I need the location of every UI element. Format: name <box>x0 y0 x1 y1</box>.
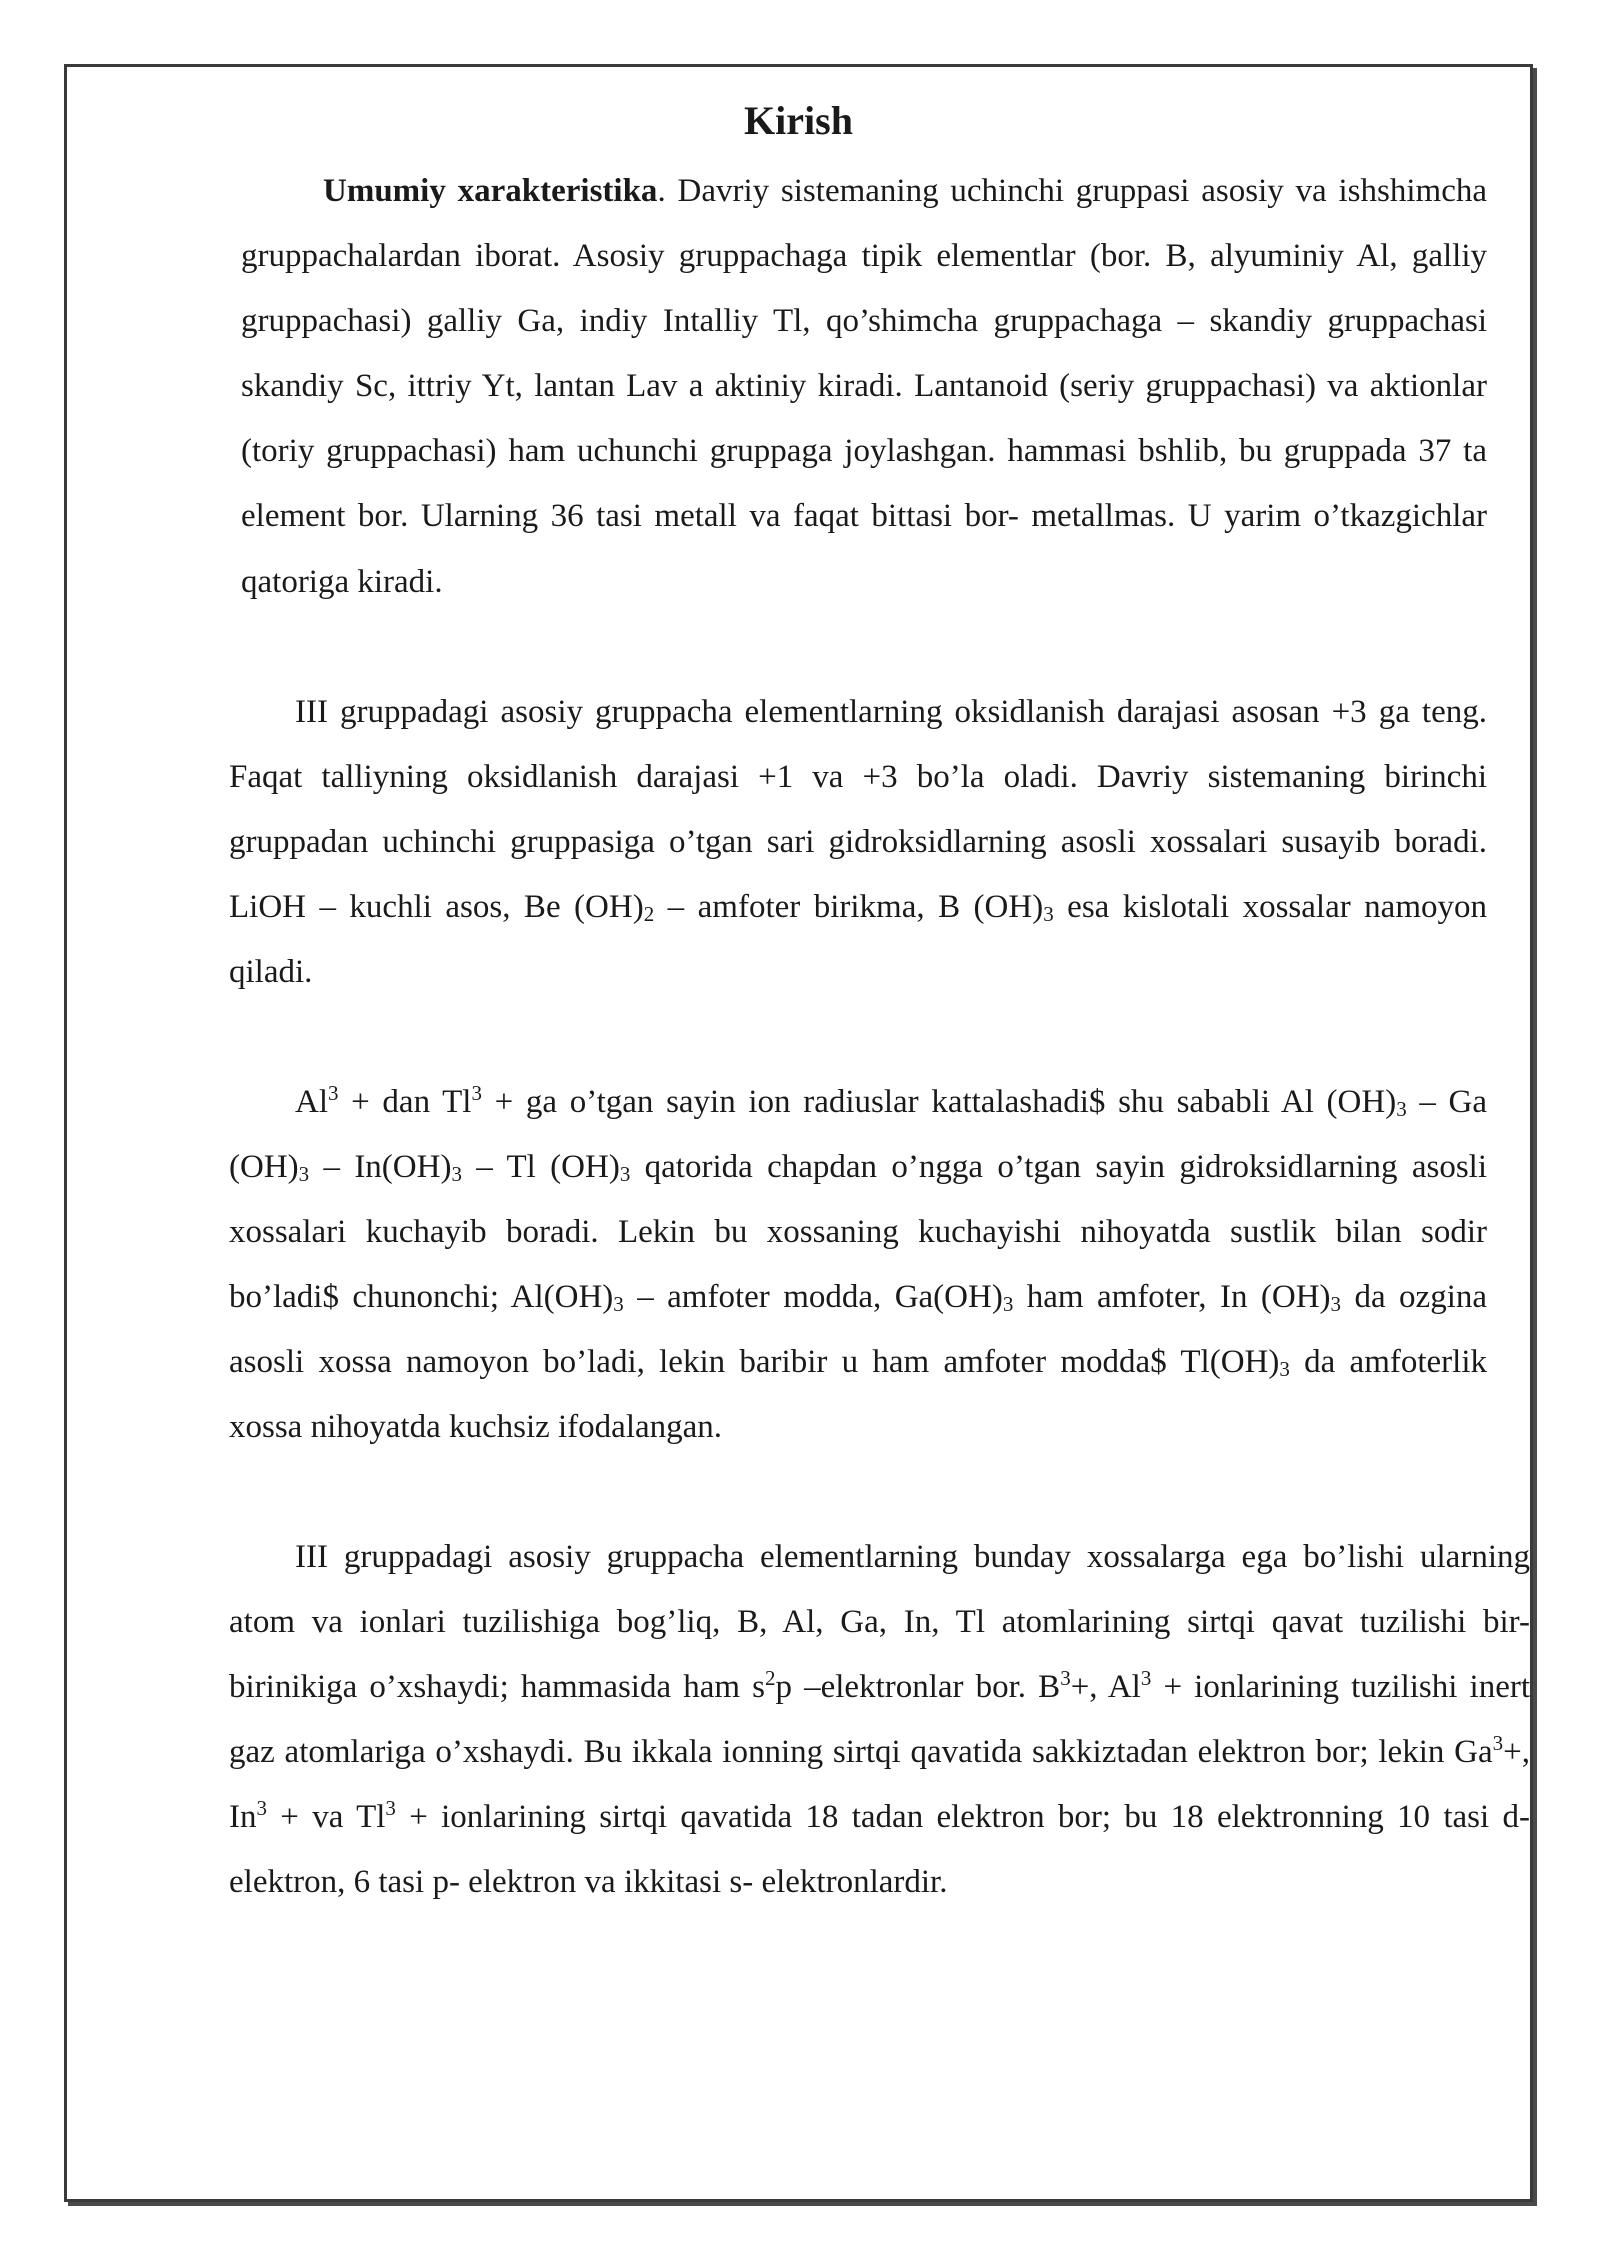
paragraph-text: + ionlarining sirtqi qavatida 18 tadan elektron bor; bu 18 elektronning 10 tasi d- elektron, 6 tasi p- elektron va ikkitasi s- elektronlardir. <box>229 1799 1530 1901</box>
subscript: 2 <box>643 902 655 927</box>
subscript: 3 <box>613 1292 624 1317</box>
paragraph-general-characteristics <box>241 159 1487 615</box>
superscript: 3 <box>256 1796 267 1821</box>
paragraph-text: +, In <box>229 1734 1530 1836</box>
subscript: 3 <box>1279 1357 1290 1382</box>
superscript: 3 <box>1140 1666 1152 1691</box>
paragraph-text: III gruppadagi asosiy gruppacha elementlarning oksidlanish darajasi asosan +3 ga teng. Faqat talliyning oksidlanish darajasi +1 va +3 bo’la oladi. Davriy sistemaning birinchi gruppadan uchinchi gruppasiga o’tgan sari gidroksidlarning asosli xossalari susayib boradi. LiOH – kuchli asos, Be (OH) <box>229 694 1487 926</box>
superscript: 3 <box>328 1081 339 1105</box>
paragraph-text: +, Al <box>1070 1669 1141 1706</box>
paragraph-text: – In(OH) <box>309 1149 452 1186</box>
superscript: 3 <box>1492 1731 1504 1756</box>
superscript: 3 <box>1060 1666 1071 1691</box>
paragraph-text: Al <box>295 1084 328 1120</box>
paragraph-text: da ozgina asosli xossa namoyon bo’ladi, lekin baribir u ham amfoter modda$ Tl(OH) <box>229 1279 1488 1381</box>
paragraph-text: ham amfoter, In (OH) <box>1013 1279 1331 1316</box>
paragraph-text: + ionlarining tuzilishi inert gaz atomlariga o’xshaydi. Bu ikkala ionning sirtqi qavatida sakkiztadan elektron bor; lekin Ga <box>229 1669 1530 1771</box>
paragraph-text: + va Tl <box>267 1799 386 1836</box>
page-frame <box>64 64 1533 2202</box>
subscript: 3 <box>451 1162 462 1187</box>
superscript: 2 <box>765 1666 776 1691</box>
paragraph-text: esa kislotali xossalar namoyon qiladi. <box>229 889 1487 991</box>
paragraph-oxidation-states <box>229 680 1487 1005</box>
subscript: 3 <box>619 1162 631 1187</box>
subscript: 3 <box>1330 1292 1342 1317</box>
subscript: 3 <box>1043 902 1054 927</box>
paragraph-text: + ga o’tgan sayin ion radiuslar kattalashadi$ shu sababli Al (OH) <box>481 1084 1397 1120</box>
paragraph-text: qatorida chapdan o’ngga o’tgan sayin gidroksidlarning asosli xossalari kuchayib boradi. Lekin bu xossaning kuchayishi nihoyatda sustlik bilan sodir bo’ladi$ chunonchi; Al(OH) <box>229 1149 1488 1316</box>
subscript: 3 <box>1396 1097 1407 1121</box>
paragraph-text: – amfoter modda, Ga(OH) <box>623 1279 1003 1316</box>
subscript: 3 <box>298 1162 310 1187</box>
paragraph-text: da amfoterlik xossa nihoyatda kuchsiz ifodalangan. <box>229 1344 1488 1446</box>
paragraph-text: – Tl (OH) <box>461 1149 620 1186</box>
paragraph-text: + dan Tl <box>338 1084 472 1120</box>
paragraph-text: . Davriy sistemaning uchinchi gruppasi asosiy va ishshimcha gruppachalardan iborat. Asosiy gruppachaga tipik elementlar (bor. B, alyuminiy Al, galliy gruppachasi) galliy Ga, indiy Intalliy Tl, qo’shimcha gruppachaga – skandiy gruppachasi skandiy Sc, ittriy Yt, lantan Lav a aktiniy kiradi. Lantanoid (seriy gruppachasi) va aktionlar (toriy gruppachasi) ham uchunchi gruppaga joylashgan. hammasi bshlib, bu gruppada 37 ta element bor. Ularning 36 tasi metall va faqat bittasi bor- metallmas. U yarim o’tkazgichlar qatoriga kiradi. <box>241 173 1487 600</box>
paragraph-lead-heading: Umumiy xarakteristika <box>323 173 658 209</box>
paragraph-ion-radius <box>229 1070 1487 1461</box>
paragraph-text: – amfoter birikma, B (OH) <box>654 889 1044 926</box>
paragraph-electron-structure <box>229 1525 1530 1916</box>
superscript: 3 <box>385 1796 396 1821</box>
paragraph-text: III gruppadagi asosiy gruppacha elementlarning bunday xossalarga ega bo’lishi ularning atom va ionlari tuzilishiga bog’liq, B, Al, Ga, In, Tl atomlarining sirtqi qavat tuzilishi bir- birinikiga o’xshaydi; hammasida ham s <box>229 1539 1530 1706</box>
paragraph-text: – Ga (OH) <box>229 1084 1487 1186</box>
subscript: 3 <box>1002 1292 1014 1317</box>
paragraph-text: p –elektronlar bor. B <box>775 1669 1061 1706</box>
superscript: 3 <box>471 1081 482 1105</box>
page-title: Kirish <box>744 98 853 143</box>
